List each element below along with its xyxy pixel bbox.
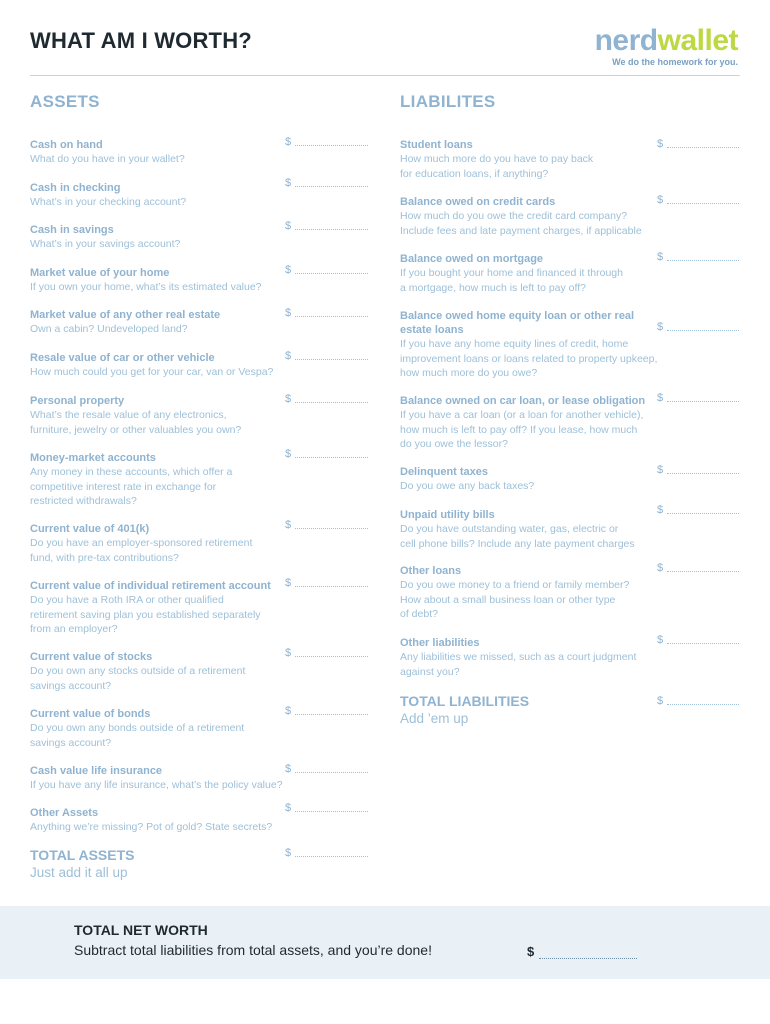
asset-desc: Do you have a Roth IRA or other qualified (30, 594, 224, 606)
asset-label: Cash value life insurance (30, 765, 163, 777)
liabilities-heading: LIABILITES (400, 92, 496, 111)
logo-tagline: We do the homework for you. (612, 57, 738, 67)
asset-desc: furniture, jewelry or other valuables you own? (30, 423, 242, 436)
asset-money-market (30, 451, 232, 509)
liability-delinquent-taxes (400, 465, 534, 494)
asset-bonds (30, 707, 244, 750)
asset-desc: How much could you get for your car, van or Vespa? (30, 366, 274, 378)
liability-label: estate loans (400, 324, 464, 336)
asset-vehicle-resale (30, 351, 273, 380)
liability-other-loans (400, 564, 629, 622)
net-worth-section (0, 906, 770, 979)
asset-label: Current value of stocks (30, 651, 153, 663)
liability-label: Other loans (400, 565, 462, 577)
logo-nerd-text: nerd (594, 24, 658, 57)
assets-heading: ASSETS (30, 92, 100, 111)
asset-personal-property (30, 394, 241, 437)
asset-label: Cash in savings (30, 224, 114, 236)
liability-desc: how much more do you owe? (400, 367, 538, 379)
net-worth-field[interactable] (539, 958, 637, 959)
asset-desc: What’s in your checking account? (30, 196, 187, 208)
asset-desc: competitive interest rate in exchange for (30, 480, 217, 493)
total-liabilities-label: TOTAL LIABILITIES (400, 693, 530, 709)
asset-desc: from an employer? (30, 623, 118, 635)
asset-401k (30, 522, 252, 565)
asset-label: Current value of 401(k) (30, 523, 150, 535)
asset-desc: Do you have an employer-sponsored retirement (30, 537, 253, 549)
liability-credit-cards (400, 195, 642, 238)
asset-desc: savings account? (30, 736, 112, 749)
liability-label: Balance owed home equity loan or other real (400, 310, 635, 322)
liability-desc: for education loans, if anything? (400, 167, 549, 180)
liability-desc: cell phone bills? Include any late payment charges (400, 537, 635, 550)
asset-ira (30, 579, 271, 637)
asset-label: Money-market accounts (30, 452, 156, 464)
liability-car-loan (400, 394, 645, 452)
liability-other (400, 636, 636, 679)
asset-desc: Do you own any stocks outside of a retirement (30, 665, 246, 677)
liability-desc: Any liabilities we missed, such as a court judgment (400, 651, 637, 663)
nerdwallet-logo (595, 26, 738, 67)
asset-cash-in-savings (30, 223, 180, 252)
asset-home-value (30, 266, 262, 295)
asset-label: Cash on hand (30, 139, 103, 151)
liability-student-loans (400, 138, 593, 181)
net-worth-desc: Subtract total liabilities from total assets, and you’re done! (74, 942, 432, 958)
asset-desc: restricted withdrawals? (30, 495, 137, 507)
header-divider (30, 75, 740, 76)
liability-label: Delinquent taxes (400, 466, 489, 478)
asset-cash-on-hand (30, 138, 185, 167)
liability-label: Balance owed on mortgage (400, 253, 544, 265)
liability-desc: If you have a car loan (or a loan for another vehicle), (400, 409, 644, 421)
asset-cash-in-checking (30, 181, 186, 210)
asset-label: Market value of your home (30, 267, 170, 279)
asset-desc: What’s the resale value of any electronics, (30, 409, 227, 421)
total-assets-label: TOTAL ASSETS (30, 847, 135, 863)
total-liabilities-desc: Add ’em up (400, 711, 469, 726)
liability-desc: a mortgage, how much is left to pay off? (400, 281, 586, 294)
liability-desc: of debt? (400, 608, 438, 620)
liability-desc: Include fees and late payment charges, if applicable (400, 224, 642, 237)
asset-desc: fund, with pre-tax contributions? (30, 551, 179, 564)
liability-label: Balance owned on car loan, or lease obligation (400, 395, 646, 407)
asset-stocks (30, 650, 245, 693)
liability-desc: against you? (400, 665, 460, 678)
liability-desc: How about a small business loan or other type (400, 593, 616, 606)
net-worth-title: TOTAL NET WORTH (74, 922, 208, 938)
asset-desc: If you have any life insurance, what’s the policy value? (30, 779, 283, 791)
liability-desc: Do you have outstanding water, gas, electric or (400, 523, 619, 535)
net-worth-dollar-sign: $ (527, 944, 535, 959)
liability-label: Student loans (400, 139, 473, 151)
asset-desc: What’s in your savings account? (30, 238, 181, 250)
page-title: WHAT AM I WORTH? (30, 28, 252, 53)
total-assets (30, 846, 135, 882)
asset-label: Personal property (30, 395, 125, 407)
asset-label: Other Assets (30, 807, 99, 819)
asset-label: Current value of bonds (30, 708, 151, 720)
liability-desc: Do you owe any back taxes? (400, 480, 535, 492)
liability-utility-bills (400, 508, 635, 551)
asset-desc: If you own your home, what’s its estimated value? (30, 281, 262, 293)
liability-label: Other liabilities (400, 637, 480, 649)
liability-desc: How much do you owe the credit card company? (400, 210, 628, 222)
asset-life-insurance (30, 764, 283, 793)
asset-other-real-estate (30, 308, 220, 337)
asset-label: Market value of any other real estate (30, 309, 221, 321)
asset-label: Resale value of car or other vehicle (30, 352, 215, 364)
asset-other (30, 806, 272, 835)
liability-desc: how much is left to pay off? If you lease, how much (400, 423, 638, 436)
asset-desc: Do you own any bonds outside of a retirement (30, 722, 245, 734)
logo-wallet-text: wallet (657, 24, 738, 57)
liability-mortgage (400, 252, 623, 295)
liability-desc: If you bought your home and financed it through (400, 267, 623, 279)
asset-desc: Any money in these accounts, which offer a (30, 466, 233, 478)
asset-desc: retirement saving plan you established separately (30, 608, 261, 621)
total-assets-desc: Just add it all up (30, 865, 128, 880)
liability-desc: How much more do you have to pay back (400, 153, 594, 165)
asset-label: Cash in checking (30, 182, 121, 194)
total-liabilities (400, 692, 529, 728)
liability-desc: do you owe the lessor? (400, 438, 508, 450)
liability-label: Unpaid utility bills (400, 509, 495, 521)
liability-desc: improvement loans or loans related to property upkeep, (400, 352, 658, 365)
liability-home-equity (400, 309, 657, 381)
liability-desc: If you have any home equity lines of credit, home (400, 338, 629, 350)
asset-desc: What do you have in your wallet? (30, 153, 185, 165)
asset-label: Current value of individual retirement account (30, 580, 271, 592)
liability-label: Balance owed on credit cards (400, 196, 556, 208)
asset-desc: Own a cabin? Undeveloped land? (30, 323, 188, 335)
liability-desc: Do you owe money to a friend or family member? (400, 579, 630, 591)
asset-desc: Anything we’re missing? Pot of gold? State secrets? (30, 821, 273, 833)
asset-desc: savings account? (30, 679, 112, 692)
